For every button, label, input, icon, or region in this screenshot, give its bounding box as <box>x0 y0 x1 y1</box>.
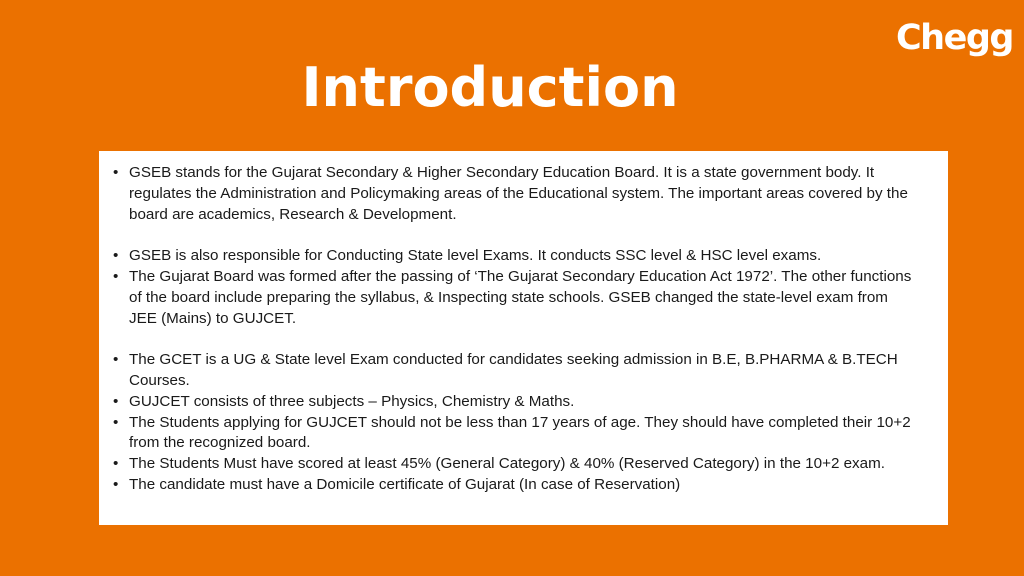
bullet-marker: • <box>113 351 119 369</box>
list-item <box>107 392 918 413</box>
bullet-text: The Gujarat Board was formed after the passing of ‘The Gujarat Secondary Education Act 1972’. The other functions of the board include preparing the syllabus, & Inspecting state schools. GSEB changed the state-level exam from JEE (Mains) to GUJCET. <box>129 267 912 327</box>
bullet-marker: • <box>113 267 119 285</box>
list-item <box>107 475 918 496</box>
bullet-marker: • <box>113 413 119 431</box>
bullet-marker: • <box>113 247 119 265</box>
bullet-list <box>107 163 918 496</box>
bullet-marker: • <box>113 455 119 473</box>
list-item <box>107 454 918 475</box>
list-item <box>107 413 918 455</box>
bullet-marker: • <box>113 164 119 181</box>
bullet-text: GUJCET consists of three subjects – Physics, Chemistry & Maths. <box>129 392 575 410</box>
bullet-text: The GCET is a UG & State level Exam conducted for candidates seeking admission in B.E, B.PHARMA & B.TECH Courses. <box>129 351 898 389</box>
bullet-text: The Students applying for GUJCET should not be less than 17 years of age. They should have completed their 10+2 from the recognized board. <box>129 413 911 452</box>
list-item <box>107 350 918 392</box>
list-item <box>107 163 918 225</box>
bullet-text: GSEB is also responsible for Conducting State level Exams. It conducts SSC level & HSC level exams. <box>129 247 822 265</box>
bullet-text: The candidate must have a Domicile certificate of Gujarat (In case of Reservation) <box>129 475 681 493</box>
list-item <box>107 267 918 329</box>
bullet-marker: • <box>113 392 119 410</box>
list-item <box>107 246 918 267</box>
bullet-marker: • <box>113 475 119 493</box>
page-title: Introduction <box>301 56 679 119</box>
bullet-text: The Students Must have scored at least 45% (General Category) & 40% (Reserved Category) in the 10+2 exam. <box>129 455 885 473</box>
bullet-text: GSEB stands for the Gujarat Secondary & Higher Secondary Education Board. It is a state government body. It regulates the Administration and Policymaking areas of the Educational system. The important areas covered by the board are academics, Research & Development. <box>129 164 908 223</box>
content-panel <box>99 151 948 525</box>
chegg-logo: Chegg <box>896 18 1013 58</box>
